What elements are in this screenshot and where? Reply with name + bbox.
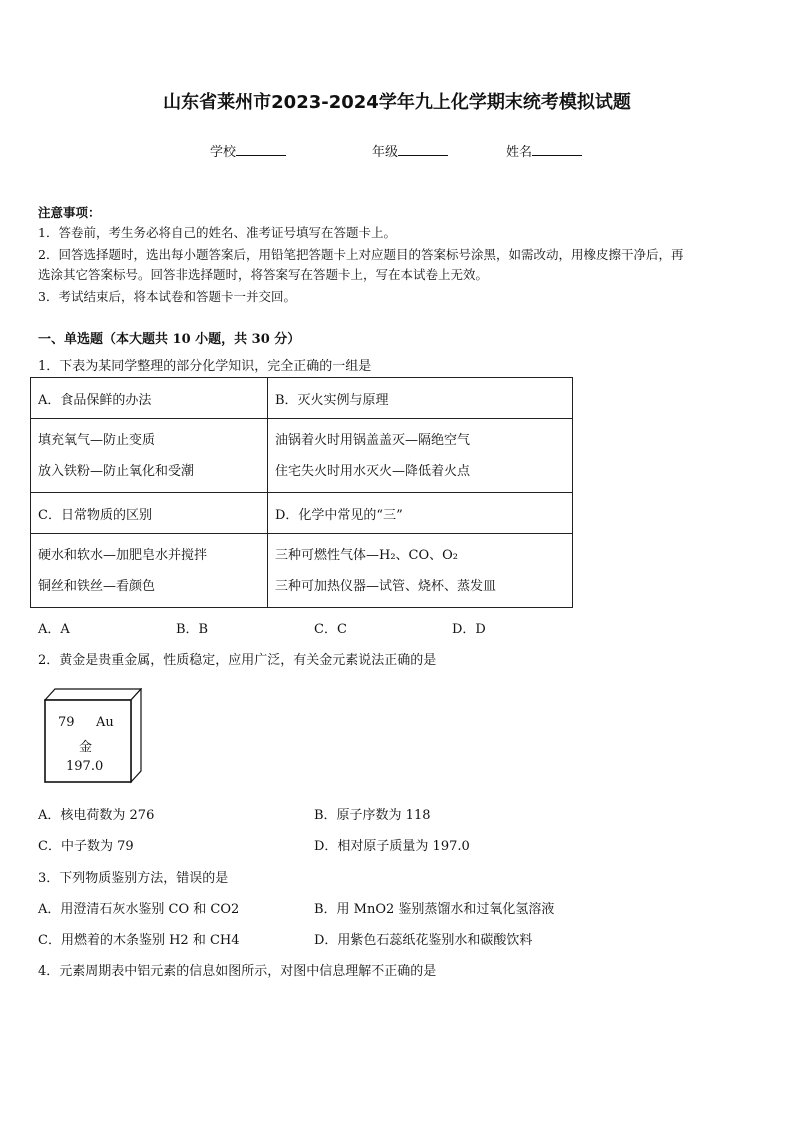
q1-option-d[interactable]: D．D xyxy=(452,622,486,637)
element-number: 79 xyxy=(58,715,75,730)
q2-option-d[interactable]: D．相对原子质量为 197.0 xyxy=(314,839,470,854)
grade-blank xyxy=(398,143,448,156)
table-line: 三种可燃性气体—H₂、CO、O₂ xyxy=(275,547,459,563)
school-blank xyxy=(236,143,286,156)
q1-option-b[interactable]: B．B xyxy=(176,622,209,637)
table-cell-b-body xyxy=(268,419,573,493)
q3-option-b[interactable]: B．用 MnO2 鉴别蒸馏水和过氧化氢溶液 xyxy=(314,902,555,917)
table-line: 油锅着火时用锅盖盖灭—隔绝空气 xyxy=(275,432,471,448)
notice-item: 3．考试结束后，将本试卷和答题卡一并交回。 xyxy=(38,289,296,304)
name-blank xyxy=(532,143,582,156)
element-mass: 197.0 xyxy=(66,759,104,774)
question-3-stem: 3．下列物质鉴别方法，错误的是 xyxy=(38,871,229,886)
q1-option-c[interactable]: C．C xyxy=(314,622,347,637)
q2-option-a[interactable]: A．核电荷数为 276 xyxy=(38,808,155,823)
q1-option-a[interactable]: A．A xyxy=(38,622,70,637)
page-title: 山东省莱州市2023-2024学年九上化学期末统考模拟试题 xyxy=(163,92,631,113)
table-line: 放入铁粉—防止氧化和受潮 xyxy=(38,463,195,479)
notice-item: 2．回答选择题时，选出每小题答案后，用铅笔把答题卡上对应题目的答案标号涂黑，如需改动，用橡皮擦干净后，再 xyxy=(38,247,684,262)
table-cell-d-body xyxy=(268,534,573,608)
knowledge-table xyxy=(30,377,573,608)
element-symbol: Au xyxy=(96,715,114,730)
table-line: 铜丝和铁丝—看颜色 xyxy=(38,578,156,594)
grade-label: 年级 xyxy=(372,145,399,160)
section-heading: 一、单选题（本大题共 10 小题，共 30 分） xyxy=(38,332,301,347)
question-1-stem: 1．下表为某同学整理的部分化学知识，完全正确的一组是 xyxy=(38,359,372,374)
table-cell-c-head: C．日常物质的区别 xyxy=(31,493,268,534)
grade-field xyxy=(372,141,448,160)
notice-item: 选涂其它答案标号。回答非选择题时，将答案写在答题卡上，写在本试卷上无效。 xyxy=(38,267,489,282)
table-line: 填充氧气—防止变质 xyxy=(38,432,156,448)
table-cell-d-head: D．化学中常见的“三” xyxy=(268,493,573,534)
table-cell-b-head: B．灭火实例与原理 xyxy=(268,378,573,419)
question-4-stem: 4．元素周期表中铝元素的信息如图所示，对图中信息理解不正确的是 xyxy=(38,964,437,979)
q3-option-d[interactable]: D．用紫色石蕊纸花鉴别水和碳酸饮料 xyxy=(314,933,533,948)
table-line: 住宅失火时用水灭火—降低着火点 xyxy=(275,463,471,479)
school-field xyxy=(210,141,286,160)
name-field xyxy=(506,141,582,160)
q2-option-c[interactable]: C．中子数为 79 xyxy=(38,839,134,854)
q2-option-b[interactable]: B．原子序数为 118 xyxy=(314,808,431,823)
table-cell-a-body xyxy=(31,419,268,493)
name-label: 姓名 xyxy=(506,145,533,160)
table-cell-a-head: A．食品保鲜的办法 xyxy=(31,378,268,419)
notice-item: 1．答卷前，考生务必将自己的姓名、准考证号填写在答题卡上。 xyxy=(38,225,396,240)
notice-heading: 注意事项： xyxy=(38,205,101,220)
table-line: 硬水和软水—加肥皂水并搅拌 xyxy=(38,547,208,563)
table-line: 三种可加热仪器—试管、烧杯、蒸发皿 xyxy=(275,578,497,594)
q3-option-a[interactable]: A．用澄清石灰水鉴别 CO 和 CO2 xyxy=(38,902,240,917)
table-cell-c-body xyxy=(31,534,268,608)
school-label: 学校 xyxy=(210,145,237,160)
question-2-stem: 2．黄金是贵重金属，性质稳定，应用广泛，有关金元素说法正确的是 xyxy=(38,653,437,668)
element-name: 金 xyxy=(79,740,93,755)
q3-option-c[interactable]: C．用燃着的木条鉴别 H2 和 CH4 xyxy=(38,933,240,948)
